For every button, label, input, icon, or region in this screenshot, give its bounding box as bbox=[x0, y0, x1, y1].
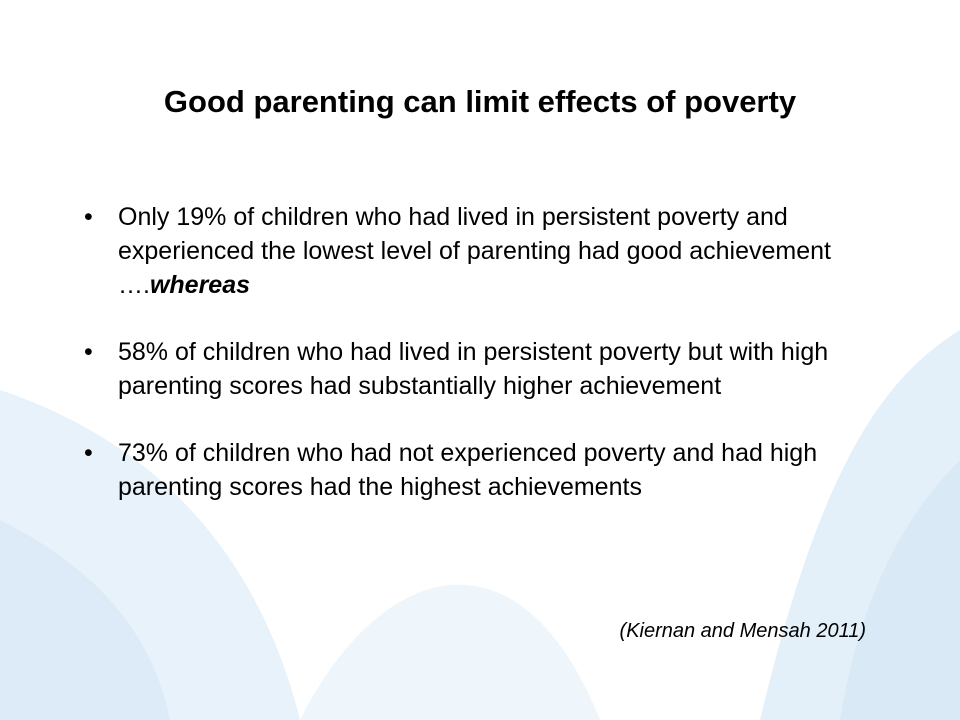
bullet-item bbox=[84, 335, 884, 403]
bullet-text: Only 19% of children who had lived in persistent poverty and experienced the lowest level of parenting had good achievement …. bbox=[118, 203, 831, 299]
bullet-text: 58% of children who had lived in persistent poverty but with high parenting scores had substantially higher achievement bbox=[118, 338, 829, 400]
bullet-list bbox=[84, 200, 884, 504]
center-swoosh bbox=[300, 585, 600, 720]
bullet-emphasis: whereas bbox=[149, 271, 251, 299]
citation: (Kiernan and Mensah 2011) bbox=[619, 620, 866, 642]
bullet-item bbox=[84, 200, 884, 302]
bullet-dot: • bbox=[84, 439, 93, 467]
bullet-dot: • bbox=[84, 203, 93, 231]
slide-title: Good parenting can limit effects of poverty bbox=[163, 84, 797, 119]
bullet-item bbox=[84, 436, 884, 504]
bullet-text: 73% of children who had not experienced poverty and had high parenting scores had the highest achievements bbox=[118, 439, 818, 501]
bullet-dot: • bbox=[84, 338, 93, 366]
